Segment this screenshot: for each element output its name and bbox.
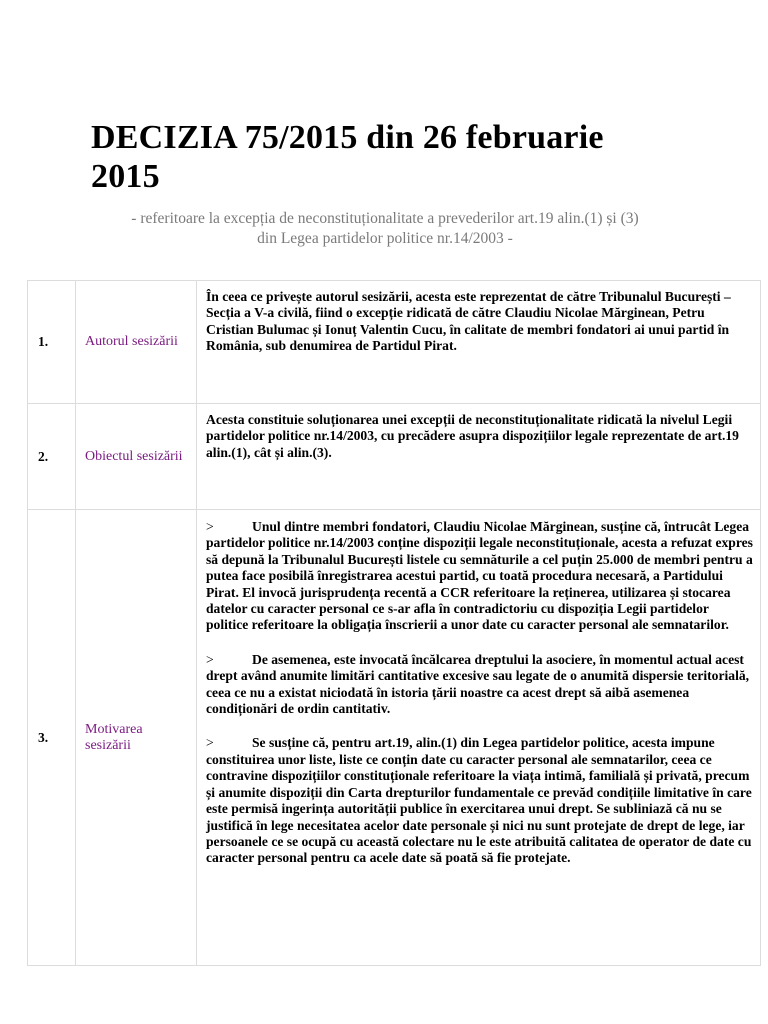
paragraph-text: De asemenea, este invocată încălcarea dreptului la asociere, în momentul actual acest drept având anumite limitări cantitative excesive sau legate de o anumită dispersie teritorială, ceea ce nu a existat niciodată în istoria țării noastre ca acest drept să aibă asemenea condiționări de ordin cantitativ. [206, 651, 750, 717]
argument-paragraph [206, 735, 754, 866]
row-text [197, 510, 761, 966]
bullet-marker: > [206, 651, 214, 667]
row-label: Obiectul sesizării [76, 404, 197, 510]
row-number: 2. [28, 404, 76, 510]
row-number: 3. [28, 510, 76, 966]
subtitle-line-2: din Legea partidelor politice nr.14/2003 - [257, 230, 513, 247]
bullet-marker: > [206, 519, 214, 534]
argument-paragraph [206, 519, 754, 634]
document-title: DECIZIA 75/2015 din 26 februarie 2015 [91, 119, 604, 195]
row-text: Acesta constituie soluționarea unei excepții de neconstituționalitate ridicată la nivelul Legii partidelor politice nr.14/2003, cu precădere asupra dispozițiilor legale reprezentate de art.19 alin.(1), cât și alin.(3). [197, 404, 761, 510]
row-label: Autorul sesizării [76, 281, 197, 404]
decision-table [27, 280, 761, 966]
document-subtitle [60, 209, 710, 249]
row-label: Motivarea sesizării [76, 510, 197, 966]
paragraph-text: Unul dintre membri fondatori, Claudiu Nicolae Mărginean, susține că, întrucât Legea partidelor politice nr.14/2003 conține dispoziții legale neconstituționale, acesta a refuzat expres să depună la Tribunalul București listele cu semnăturile a cel puțin 25.000 de membri pentru a putea face posibilă înregistrarea acestui partid, cu toată procedura necesară, a Partidului Pirat. El invocă jurisprudența recentă a CCR referitoare la reținerea, utilizarea și stocarea datelor cu caracter personal ce s-ar afla în contradictoriu cu dispoziția Legii partidelor politice referitoare la obligația înscrierii a unor date cu caracter personal ale semnatarilor. [206, 519, 753, 633]
argument-paragraph [206, 652, 754, 718]
paragraph-text: Se susține că, pentru art.19, alin.(1) din Legea partidelor politice, acesta impune constituirea unor liste, liste ce conțin date cu caracter personal ale semnatarilor, ceea ce contravine dispozițiilor constituționale referitoare la viața intimă, familială și privată, precum și anumite dispoziții din Carta drepturilor fundamentale ce prevăd condițiile limitative în care este permisă ingerința autorității publice în exercitarea unui drept. Se subliniază că nu se justifică în lege necesitatea acelor date personale și nici nu sunt protejate de drept de lege, iar persoanele ce se ocupă cu această colectare nu le este atribuită calitatea de operator de date cu caracter personal pentru ca acele date să poată să fie protejate. [206, 735, 752, 866]
row-text: În ceea ce privește autorul sesizării, acesta este reprezentat de către Tribunalul București – Secția a V-a civilă, fiind o excepție ridicată de către Claudiu Nicolae Mărginean, Petru Cristian Bulumac și Ionuț Valentin Cucu, în calitate de membri fondatori ai unui partid în România, sub denumirea de Partidul Pirat. [197, 281, 761, 404]
bullet-marker: > [206, 735, 214, 751]
table-row [28, 281, 761, 404]
subtitle-line-1: - referitoare la excepția de neconstituționalitate a prevederilor art.19 alin.(1) și (3) [131, 210, 639, 227]
table-row [28, 404, 761, 510]
table-row [28, 510, 761, 966]
row-number: 1. [28, 281, 76, 404]
